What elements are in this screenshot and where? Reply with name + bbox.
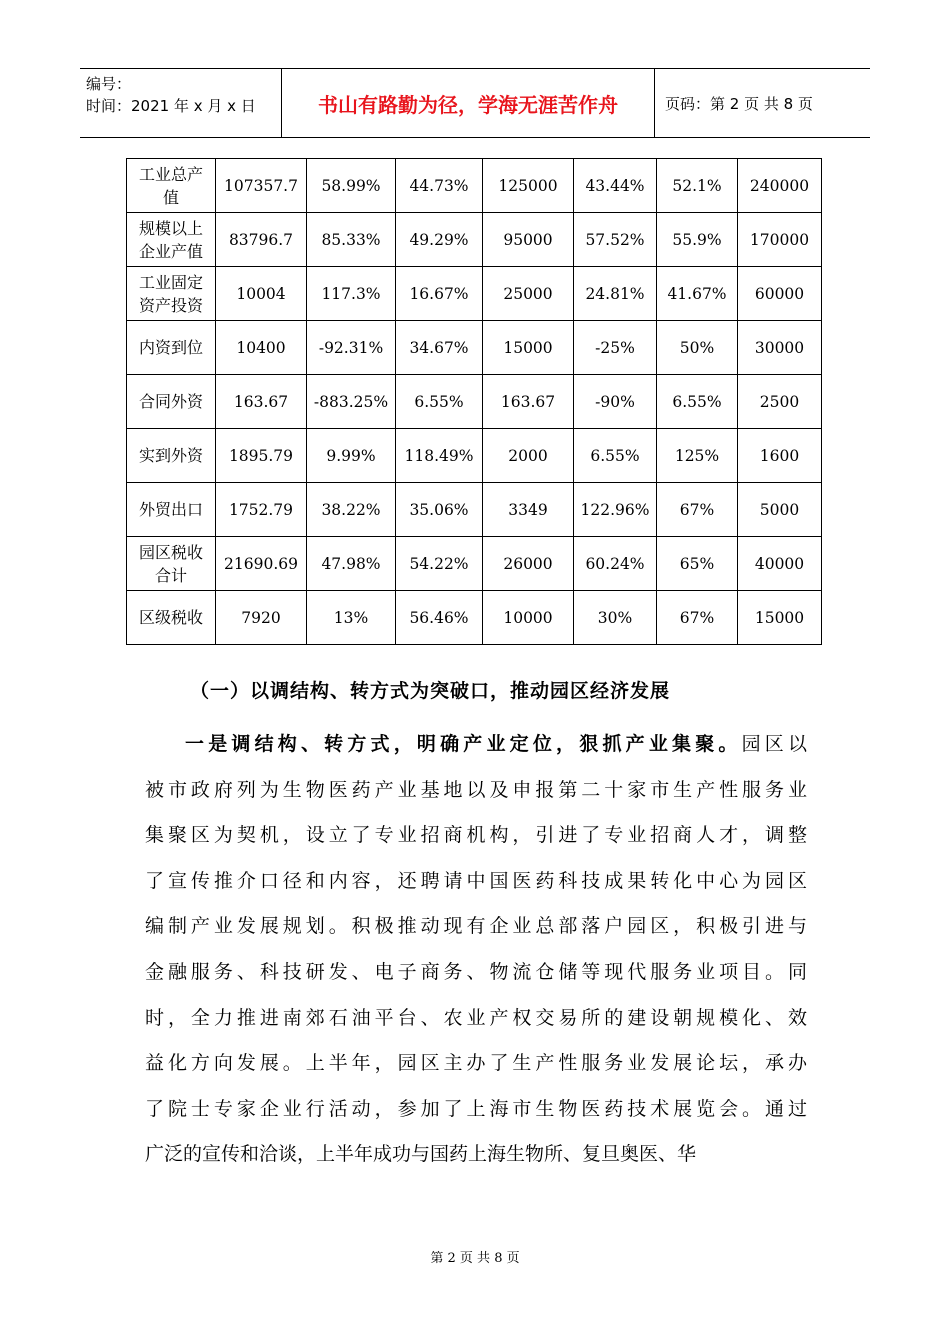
table-cell: 40000: [738, 537, 822, 591]
table-cell: 13%: [307, 591, 396, 645]
table-cell: 10000: [483, 591, 574, 645]
table-cell: 163.67: [216, 375, 307, 429]
row-label: [127, 429, 216, 483]
table-cell: 15000: [483, 321, 574, 375]
table-cell: 52.1%: [657, 159, 738, 213]
statistics-table: [126, 158, 822, 645]
table-cell: 118.49%: [396, 429, 483, 483]
table-cell: 49.29%: [396, 213, 483, 267]
table-cell: -883.25%: [307, 375, 396, 429]
paragraph-line: 编制产业发展规划。积极推动现有企业总部落户园区，积极引进与: [145, 915, 807, 938]
row-label-line: 外贸出口: [138, 500, 203, 519]
row-label-line: 企业产值: [138, 241, 203, 261]
header-meta: [80, 69, 282, 137]
row-label-line: 值: [162, 187, 179, 207]
table-cell: 10400: [216, 321, 307, 375]
table-cell: 60000: [738, 267, 822, 321]
table-cell: 125000: [483, 159, 574, 213]
table-row: [127, 213, 822, 267]
table-cell: -90%: [574, 375, 657, 429]
row-label-line: 合计: [154, 565, 187, 585]
document-number-label: 编号：: [86, 75, 132, 93]
table-cell: 43.44%: [574, 159, 657, 213]
table-row: [127, 537, 822, 591]
table-cell: 7920: [216, 591, 307, 645]
table-cell: 2500: [738, 375, 822, 429]
table-cell: 38.22%: [307, 483, 396, 537]
table-cell: 122.96%: [574, 483, 657, 537]
table-cell: 30000: [738, 321, 822, 375]
table-cell: 54.22%: [396, 537, 483, 591]
table-cell: 2000: [483, 429, 574, 483]
page-footer: 第 2 页 共 8 页: [430, 1251, 520, 1266]
header-page-info: 页码：第 2 页 共 8 页: [665, 94, 813, 113]
table-cell: 3349: [483, 483, 574, 537]
table-cell: 34.67%: [396, 321, 483, 375]
table-cell: 57.52%: [574, 213, 657, 267]
row-label: [127, 159, 216, 213]
table-cell: 26000: [483, 537, 574, 591]
table-cell: -25%: [574, 321, 657, 375]
table-cell: 6.55%: [396, 375, 483, 429]
table-cell: 10004: [216, 267, 307, 321]
table-cell: 30%: [574, 591, 657, 645]
table-cell: 163.67: [483, 375, 574, 429]
table-cell: 85.33%: [307, 213, 396, 267]
table-cell: 25000: [483, 267, 574, 321]
table-row: [127, 267, 822, 321]
table-cell: 83796.7: [216, 213, 307, 267]
row-label-line: 合同外资: [138, 392, 203, 411]
paragraph-line: [145, 722, 807, 768]
table-row: [127, 159, 822, 213]
table-cell: 21690.69: [216, 537, 307, 591]
table-cell: 125%: [657, 429, 738, 483]
row-label: [127, 591, 216, 645]
table-cell: 55.9%: [657, 213, 738, 267]
row-label-line: 工业固定: [138, 272, 203, 292]
paragraph-line: 金融服务、科技研发、电子商务、物流仓储等现代服务业项目。同: [145, 960, 807, 983]
table-cell: 58.99%: [307, 159, 396, 213]
table-cell: 35.06%: [396, 483, 483, 537]
table-cell: 6.55%: [574, 429, 657, 483]
page-header: [80, 68, 870, 138]
row-label-line: 规模以上: [138, 218, 203, 238]
paragraph-line: 集聚区为契机，设立了专业招商机构，引进了专业招商人才，调整: [145, 824, 807, 847]
row-label-line: 资产投资: [138, 295, 203, 315]
table-cell: 95000: [483, 213, 574, 267]
table-cell: 67%: [657, 483, 738, 537]
table-cell: 15000: [738, 591, 822, 645]
header-motto: 书山有路勤为径，学海无涯苦作舟: [282, 69, 655, 137]
section-heading: （一）以调结构、转方式为突破口，推动园区经济发展: [190, 680, 671, 702]
table-cell: 65%: [657, 537, 738, 591]
table-row: [127, 591, 822, 645]
row-label-line: 区级税收: [138, 608, 203, 627]
table-row: [127, 483, 822, 537]
table-cell: 41.67%: [657, 267, 738, 321]
row-label: [127, 537, 216, 591]
table-cell: 170000: [738, 213, 822, 267]
row-label-line: 实到外资: [138, 446, 203, 465]
table-cell: 67%: [657, 591, 738, 645]
table-cell: 107357.7: [216, 159, 307, 213]
table-cell: 56.46%: [396, 591, 483, 645]
table-cell: 24.81%: [574, 267, 657, 321]
table-cell: 117.3%: [307, 267, 396, 321]
row-label-line: 工业总产: [138, 164, 203, 184]
paragraph-line: 了宣传推介口径和内容，还聘请中国医药科技成果转化中心为园区: [145, 869, 807, 892]
row-label-line: 园区税收: [138, 542, 203, 562]
table-cell: 1600: [738, 429, 822, 483]
table-cell: 47.98%: [307, 537, 396, 591]
table-cell: 240000: [738, 159, 822, 213]
table-cell: 16.67%: [396, 267, 483, 321]
table-cell: 6.55%: [657, 375, 738, 429]
paragraph-line-rest: 园区以: [741, 733, 807, 755]
table-row: [127, 429, 822, 483]
table-cell: 44.73%: [396, 159, 483, 213]
table-cell: -92.31%: [307, 321, 396, 375]
table-row: [127, 375, 822, 429]
table-cell: 1752.79: [216, 483, 307, 537]
table-cell: 1895.79: [216, 429, 307, 483]
paragraph-lead-bold: 一是调结构、转方式，明确产业定位，狠抓产业集聚。: [185, 733, 742, 755]
paragraph-line: 益化方向发展。上半年，园区主办了生产性服务业发展论坛，承办: [145, 1052, 807, 1075]
row-label: [127, 267, 216, 321]
table-cell: 5000: [738, 483, 822, 537]
table-cell: 9.99%: [307, 429, 396, 483]
document-date: 时间：2021 年 x 月 x 日: [86, 97, 256, 115]
row-label: [127, 213, 216, 267]
paragraph-line: 了院士专家企业行活动，参加了上海市生物医药技术展览会。通过: [145, 1097, 807, 1120]
row-label: [127, 321, 216, 375]
table-cell: 60.24%: [574, 537, 657, 591]
row-label: [127, 375, 216, 429]
row-label-line: 内资到位: [138, 338, 203, 357]
table-cell: 50%: [657, 321, 738, 375]
row-label: [127, 483, 216, 537]
paragraph-line: 时，全力推进南郊石油平台、农业产权交易所的建设朝规模化、效: [145, 1006, 807, 1029]
body-paragraph: [145, 722, 807, 1178]
paragraph-line: 被市政府列为生物医药产业基地以及申报第二十家市生产性服务业: [145, 778, 807, 801]
paragraph-line: 广泛的宣传和洽谈，上半年成功与国药上海生物所、复旦奥医、华: [145, 1143, 697, 1166]
table-row: [127, 321, 822, 375]
